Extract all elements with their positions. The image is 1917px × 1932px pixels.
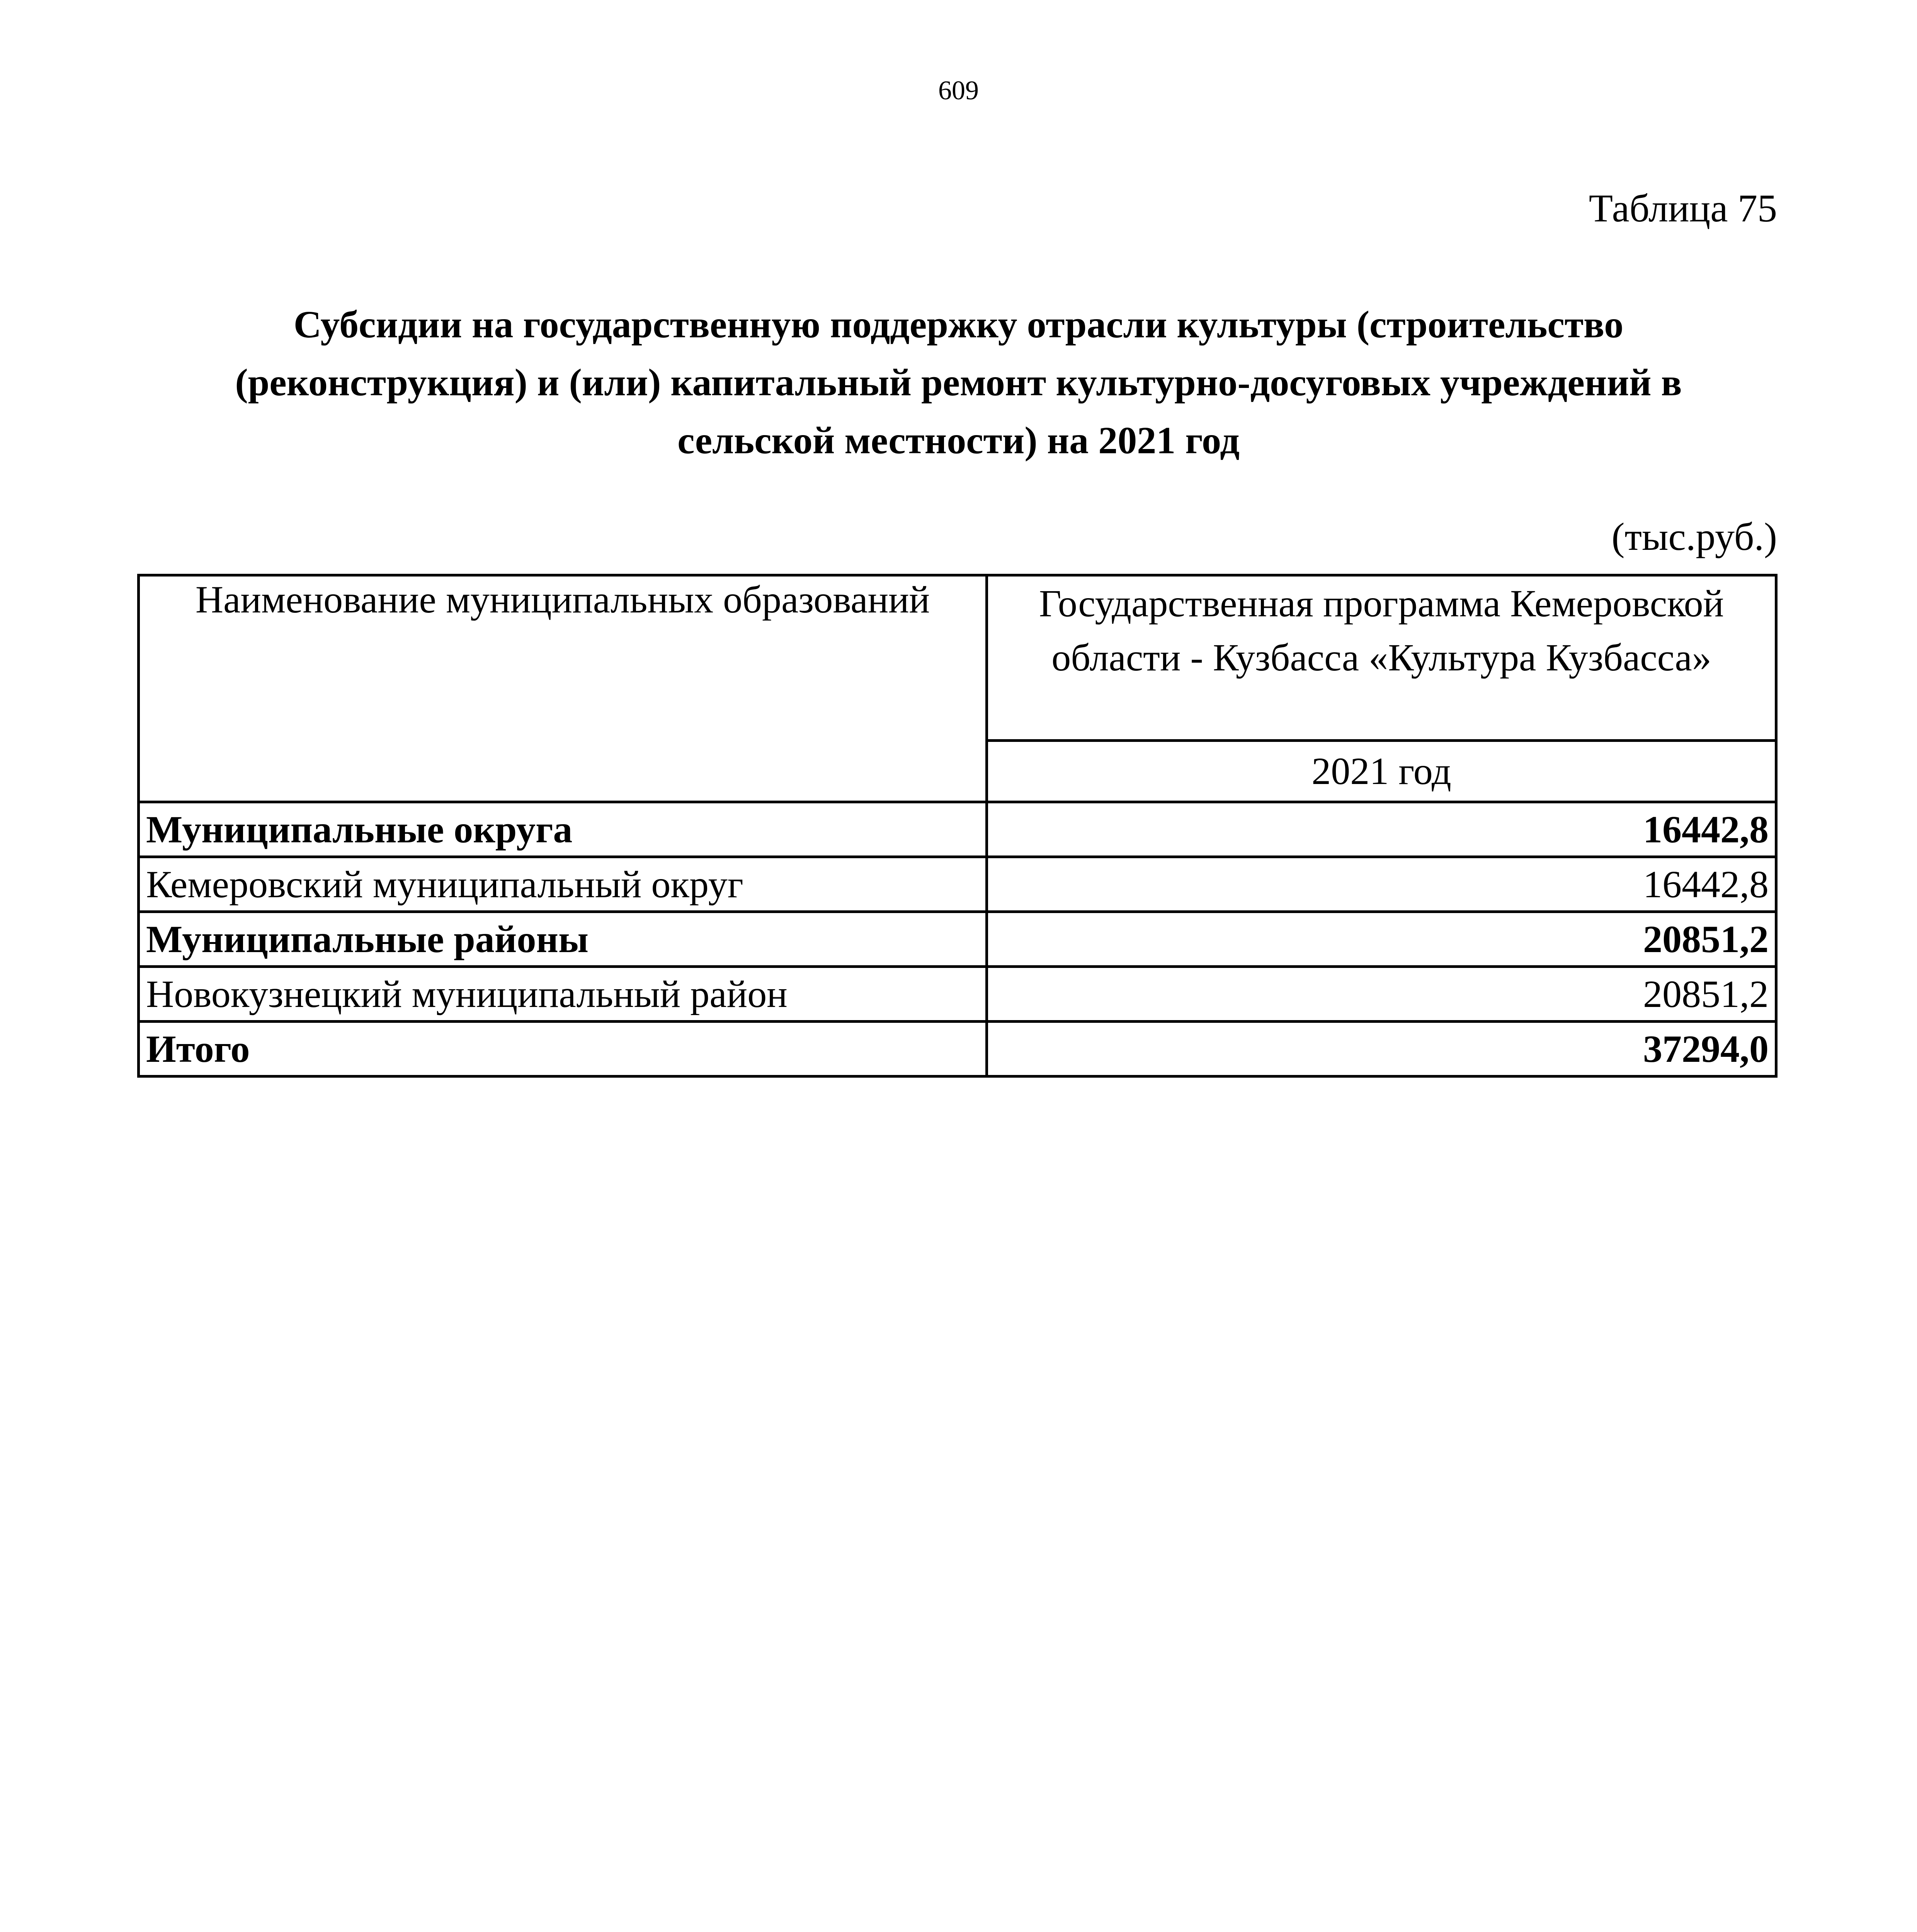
- subsidy-table: [137, 574, 1778, 1078]
- table-label: Таблица 75: [1589, 187, 1777, 230]
- row-name: Новокузнецкий муниципальный район: [139, 967, 987, 1022]
- title-line: (реконструкция) и (или) капитальный ремонт культурно-досуговых учреждений в: [235, 361, 1682, 404]
- row-name: Муниципальные районы: [139, 912, 987, 967]
- row-value: 20851,2: [987, 967, 1776, 1022]
- title-line: сельской местности) на 2021 год: [677, 419, 1240, 462]
- page-number: 609: [938, 76, 979, 105]
- table-row: [139, 857, 1776, 912]
- header-name-column: Наименование муниципальных образований: [139, 575, 987, 802]
- table-row: [139, 802, 1776, 857]
- table-header-row: [139, 575, 1776, 741]
- row-name: Итого: [139, 1022, 987, 1077]
- table-row-total: [139, 1022, 1776, 1077]
- row-value: 16442,8: [987, 857, 1776, 912]
- header-program: Государственная программа Кемеровской области - Кузбасса «Культура Кузбасса»: [987, 575, 1776, 741]
- row-name: Кемеровский муниципальный округ: [139, 857, 987, 912]
- row-value: 20851,2: [987, 912, 1776, 967]
- table-row: [139, 967, 1776, 1022]
- row-value: 16442,8: [987, 802, 1776, 857]
- title-line: Субсидии на государственную поддержку отрасли культуры (строительство: [293, 303, 1624, 346]
- row-value: 37294,0: [987, 1022, 1776, 1077]
- table-row: [139, 912, 1776, 967]
- row-name: Муниципальные округа: [139, 802, 987, 857]
- document-title: [135, 296, 1782, 469]
- header-year: 2021 год: [987, 740, 1776, 802]
- units-label: (тыс.руб.): [1611, 515, 1777, 559]
